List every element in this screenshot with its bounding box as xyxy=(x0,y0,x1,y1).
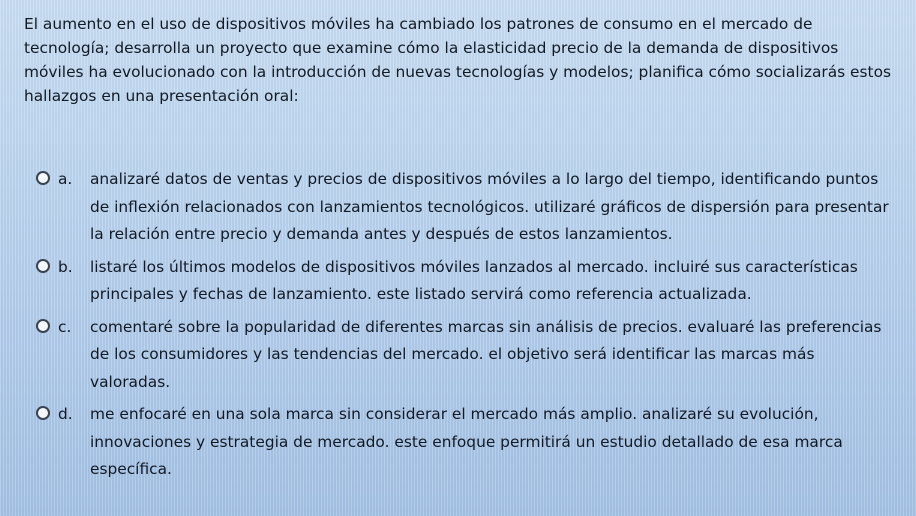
option-text-d: me enfocaré en una sola marca sin considerar el mercado más amplio. analizaré su evolución, innovaciones y estrategia de mercado. este enfoque permitirá un estudio detallado de esa marca específica. xyxy=(90,405,843,478)
option-letter-b: b. xyxy=(58,257,73,276)
option-text-a: analizaré datos de ventas y precios de dispositivos móviles a lo largo del tiempo, identificando puntos de inflexión relacionados con lanzamientos tecnológicos. utilizaré gráficos de dispersión para presentar la relación entre precio y demanda antes y después de estos lanzamientos. xyxy=(90,170,889,243)
option-text-b: listaré los últimos modelos de dispositivos móviles lanzados al mercado. incluiré sus características principales y fechas de lanzamiento. este listado servirá como referencia actualizada. xyxy=(90,257,858,303)
answer-options xyxy=(36,166,906,489)
radio-button-a[interactable] xyxy=(36,171,50,185)
option-c[interactable] xyxy=(36,314,906,397)
option-letter-a: a. xyxy=(58,170,73,188)
option-d[interactable] xyxy=(36,401,906,484)
option-text-c: comentaré sobre la popularidad de diferentes marcas sin análisis de precios. evaluaré las preferencias de los consumidores y las tendencias del mercado. el objetivo será identificar las marcas más valoradas. xyxy=(90,317,882,391)
radio-button-d[interactable] xyxy=(36,406,50,420)
question-text: El aumento en el uso de dispositivos móviles ha cambiado los patrones de consumo en el mercado de tecnología; desarrolla un proyecto que examine cómo la elasticidad precio de la demanda de dispositivos móviles ha evolucionado con la introducción de nuevas tecnologías y modelos; planifica cómo socializarás estos hallazgos en una presentación oral: xyxy=(24,15,892,105)
radio-button-c[interactable] xyxy=(36,319,50,333)
option-letter-d: d. xyxy=(58,405,73,423)
option-letter-c: c. xyxy=(58,317,72,336)
radio-button-b[interactable] xyxy=(36,259,50,273)
option-a[interactable] xyxy=(36,166,906,249)
option-b[interactable] xyxy=(36,254,906,309)
